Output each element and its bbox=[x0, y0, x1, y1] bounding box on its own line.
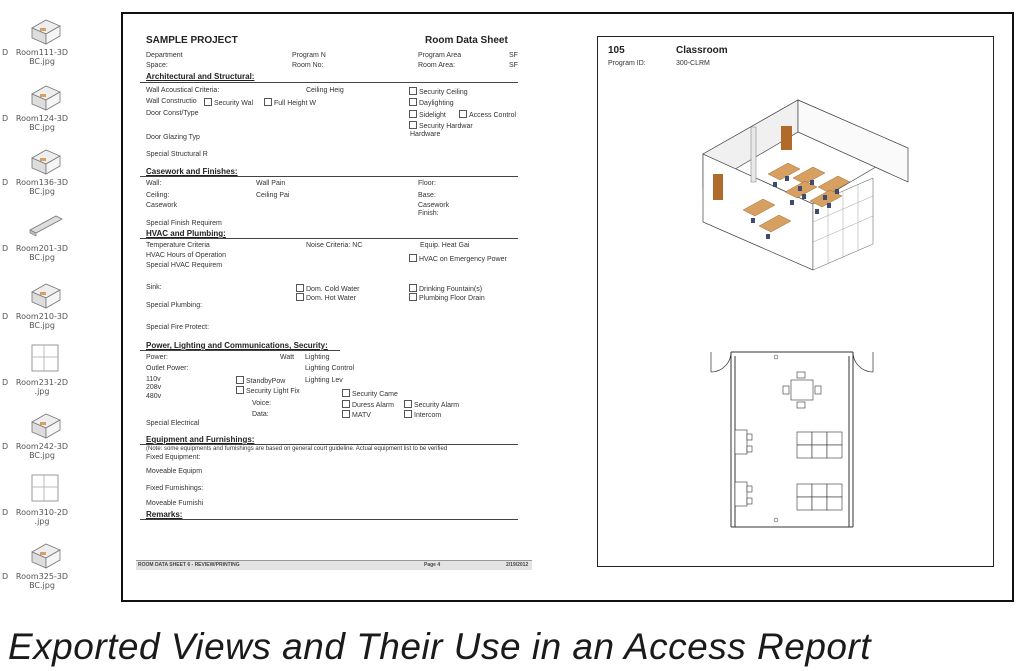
fixed-furnishings-label: Fixed Furnishings: bbox=[146, 485, 204, 492]
thumbnail-caption: Room310-2D .jpg bbox=[15, 508, 69, 526]
thumbnail-prefix: D bbox=[2, 312, 9, 321]
thumbnail-caption: Room124-3D BC.jpg bbox=[15, 114, 69, 132]
figure-caption: Exported Views and Their Use in an Access Report bbox=[8, 626, 872, 667]
program-id-value: 300-CLRM bbox=[676, 60, 710, 67]
matv-checkbox[interactable]: MATV bbox=[342, 410, 371, 419]
security-wall-checkbox[interactable]: Security Wal bbox=[204, 98, 253, 107]
thumbnail-prefix: D bbox=[2, 442, 9, 451]
thumbnail-item[interactable] bbox=[0, 406, 75, 470]
thumbnail-prefix: D bbox=[2, 48, 9, 57]
footer-date: 2/19/2012 bbox=[506, 562, 529, 568]
special-electrical-label: Special Electrical bbox=[146, 420, 200, 427]
thumbnail-caption: Room210-3D BC.jpg bbox=[15, 312, 69, 330]
access-control-checkbox[interactable]: Access Control bbox=[459, 110, 516, 119]
door-glazing-label: Door Glazing Typ bbox=[146, 134, 200, 141]
480v-label: 480v bbox=[146, 393, 162, 400]
3d-corridor-thumbnail bbox=[26, 208, 66, 242]
thumbnail-item[interactable] bbox=[0, 536, 75, 600]
hardware-label: Hardware bbox=[410, 131, 441, 138]
sidelight-checkbox[interactable]: Sidelight bbox=[409, 110, 446, 119]
floor-label: Floor: bbox=[418, 180, 436, 187]
voice-label: Voice: bbox=[252, 400, 272, 407]
thumbnail-item[interactable] bbox=[0, 12, 75, 76]
footer-title: ROOM DATA SHEET 6 - REVIEW/PRINTING bbox=[138, 562, 240, 568]
lighting-control-label: Lighting Control bbox=[305, 365, 355, 372]
equipment-note: (Note: some equipments and furnishings are based on general court guideline. Actual equipment list to be verified bbox=[146, 446, 448, 452]
3d-room-thumbnail bbox=[26, 142, 66, 176]
duress-alarm-checkbox[interactable]: Duress Alarm bbox=[342, 400, 394, 409]
noise-criteria-label: Noise Criteria: NC bbox=[306, 242, 363, 249]
moveable-furnishings-label: Moveable Furnishi bbox=[146, 500, 204, 507]
ceiling-label: Ceiling: bbox=[146, 192, 170, 199]
thumbnail-caption: Room325-3D BC.jpg bbox=[15, 572, 69, 590]
3d-room-thumbnail bbox=[26, 12, 66, 46]
room-floor-plan bbox=[693, 342, 893, 532]
thumbnail-caption: Room201-3D BC.jpg bbox=[15, 244, 69, 262]
security-hardware-checkbox[interactable]: Security Hardwar bbox=[409, 121, 473, 130]
daylighting-checkbox[interactable]: Daylighting bbox=[409, 98, 454, 107]
ceiling-paint-label: Ceiling Pai bbox=[256, 192, 290, 199]
watt-label: Watt bbox=[280, 354, 295, 361]
section-rule bbox=[140, 444, 518, 445]
thumbnail-prefix: D bbox=[2, 244, 9, 253]
equip-heat-label: Equip. Heat Gai bbox=[420, 242, 470, 249]
sf-unit: SF bbox=[509, 62, 518, 69]
section-casework: Casework and Finishes: bbox=[146, 167, 238, 176]
sheet-footer bbox=[136, 560, 532, 570]
thumbnail-prefix: D bbox=[2, 114, 9, 123]
special-finish-label: Special Finish Requirem bbox=[146, 220, 222, 227]
section-equipment: Equipment and Furnishings: bbox=[146, 435, 255, 444]
section-remarks: Remarks: bbox=[146, 510, 183, 519]
thumbnail-caption: Room136-3D BC.jpg bbox=[15, 178, 69, 196]
standby-power-checkbox[interactable]: StandbyPow bbox=[236, 376, 285, 385]
door-icon bbox=[713, 174, 723, 200]
round-table-icon bbox=[783, 372, 821, 408]
thumbnail-item[interactable] bbox=[0, 208, 75, 272]
sf-unit: SF bbox=[509, 52, 518, 59]
wall-label: Wall: bbox=[146, 180, 162, 187]
wall-acoustical-label: Wall Acoustical Criteria: bbox=[146, 87, 220, 94]
security-ceiling-checkbox[interactable]: Security Ceiling bbox=[409, 87, 468, 96]
3d-room-thumbnail bbox=[26, 276, 66, 310]
floor-plan-thumbnail bbox=[26, 472, 66, 506]
thumbnail-item[interactable] bbox=[0, 342, 75, 406]
hvac-hours-label: HVAC Hours of Operation bbox=[146, 252, 227, 259]
dom-hot-water-checkbox[interactable]: Dom. Hot Water bbox=[296, 293, 356, 302]
thumbnail-item[interactable] bbox=[0, 78, 75, 142]
3d-room-thumbnail bbox=[26, 78, 66, 112]
casework-finish-label: Casework Finish: bbox=[418, 202, 450, 217]
special-plumbing-label: Special Plumbing: bbox=[146, 302, 203, 309]
3d-room-thumbnail bbox=[26, 406, 66, 440]
sink-label: Sink: bbox=[146, 284, 162, 291]
special-hvac-label: Special HVAC Requirem bbox=[146, 262, 223, 269]
plumbing-floor-drain-checkbox[interactable]: Plumbing Floor Drain bbox=[409, 293, 485, 302]
section-architectural: Architectural and Structural: bbox=[146, 72, 255, 81]
hvac-emergency-checkbox[interactable]: HVAC on Emergency Power bbox=[409, 254, 507, 263]
power-label: Power: bbox=[146, 354, 168, 361]
sheet-title: Room Data Sheet bbox=[425, 35, 508, 46]
fixed-equipment-label: Fixed Equipment: bbox=[146, 454, 201, 461]
room-area-label: Room Area: bbox=[418, 62, 455, 69]
thumbnail-item[interactable] bbox=[0, 276, 75, 340]
section-rule bbox=[140, 350, 340, 351]
casework-label: Casework bbox=[146, 202, 178, 209]
department-label: Department bbox=[146, 52, 183, 59]
program-id-label: Program ID: bbox=[608, 60, 646, 67]
thumbnail-prefix: D bbox=[2, 508, 9, 517]
section-power: Power, Lighting and Communications, Security: bbox=[146, 341, 328, 350]
project-title: SAMPLE PROJECT bbox=[146, 35, 238, 46]
data-label: Data: bbox=[252, 411, 269, 418]
3d-room-thumbnail bbox=[26, 536, 66, 570]
section-hvac: HVAC and Plumbing: bbox=[146, 229, 226, 238]
moveable-equipment-label: Moveable Equipm bbox=[146, 468, 203, 475]
room-no-label: Room No: bbox=[292, 62, 324, 69]
wall-construction-label: Wall Constructio bbox=[146, 98, 197, 105]
thumbnail-item[interactable] bbox=[0, 472, 75, 536]
section-rule bbox=[140, 238, 518, 239]
thumbnail-item[interactable] bbox=[0, 142, 75, 206]
room-data-sheet bbox=[140, 30, 528, 578]
program-n-label: Program N bbox=[292, 52, 326, 59]
outlet-power-label: Outlet Power: bbox=[146, 365, 189, 372]
lighting-level-label: Lighting Lev bbox=[305, 377, 343, 384]
thumbnail-caption: Room111-3D BC.jpg bbox=[15, 48, 69, 66]
security-alarm-checkbox[interactable]: Security Alarm bbox=[404, 400, 459, 409]
room-name: Classroom bbox=[676, 45, 728, 56]
208v-label: 208v bbox=[146, 384, 162, 391]
side-desk-icon bbox=[735, 430, 752, 506]
temperature-criteria-label: Temperature Criteria bbox=[146, 242, 210, 249]
thumbnail-prefix: D bbox=[2, 178, 9, 187]
room-3d-view bbox=[693, 92, 913, 272]
lighting-label: Lighting bbox=[305, 354, 330, 361]
thumbnail-prefix: D bbox=[2, 572, 9, 581]
full-height-wall-checkbox[interactable]: Full Height W bbox=[264, 98, 316, 107]
desk-cluster-icon bbox=[797, 432, 842, 510]
intercom-checkbox[interactable]: Intercom bbox=[404, 410, 441, 419]
door-const-label: Door Const/Type bbox=[146, 110, 199, 117]
column-icon bbox=[751, 127, 756, 182]
thumbnail-caption: Room231-2D .jpg bbox=[15, 378, 69, 396]
security-light-checkbox[interactable]: Security Light Fix bbox=[236, 386, 300, 395]
thumbnail-caption: Room242-3D BC.jpg bbox=[15, 442, 69, 460]
wall-paint-label: Wall Pain bbox=[256, 180, 286, 187]
special-fire-label: Special Fire Protect: bbox=[146, 324, 210, 331]
footer-page: Page 4 bbox=[424, 562, 441, 568]
room-view-panel bbox=[597, 36, 994, 567]
section-rule bbox=[140, 519, 518, 520]
thumbnail-prefix: D bbox=[2, 378, 9, 387]
base-label: Base: bbox=[418, 192, 436, 199]
thumbnail-list bbox=[0, 12, 75, 602]
section-rule bbox=[140, 176, 518, 177]
program-area-label: Program Area bbox=[418, 52, 462, 59]
110v-label: 110v bbox=[146, 376, 161, 383]
room-number: 105 bbox=[608, 45, 625, 56]
ceiling-height-label: Ceiling Heig bbox=[306, 87, 344, 94]
space-label: Space: bbox=[146, 62, 168, 69]
floor-plan-thumbnail bbox=[26, 342, 66, 376]
section-rule bbox=[140, 82, 518, 83]
drinking-fountain-checkbox[interactable]: Drinking Fountain(s) bbox=[409, 284, 482, 293]
security-camera-checkbox[interactable]: Security Came bbox=[342, 389, 398, 398]
dom-cold-water-checkbox[interactable]: Dom. Cold Water bbox=[296, 284, 359, 293]
door-icon bbox=[781, 126, 792, 150]
special-structural-label: Special Structural R bbox=[146, 151, 208, 158]
